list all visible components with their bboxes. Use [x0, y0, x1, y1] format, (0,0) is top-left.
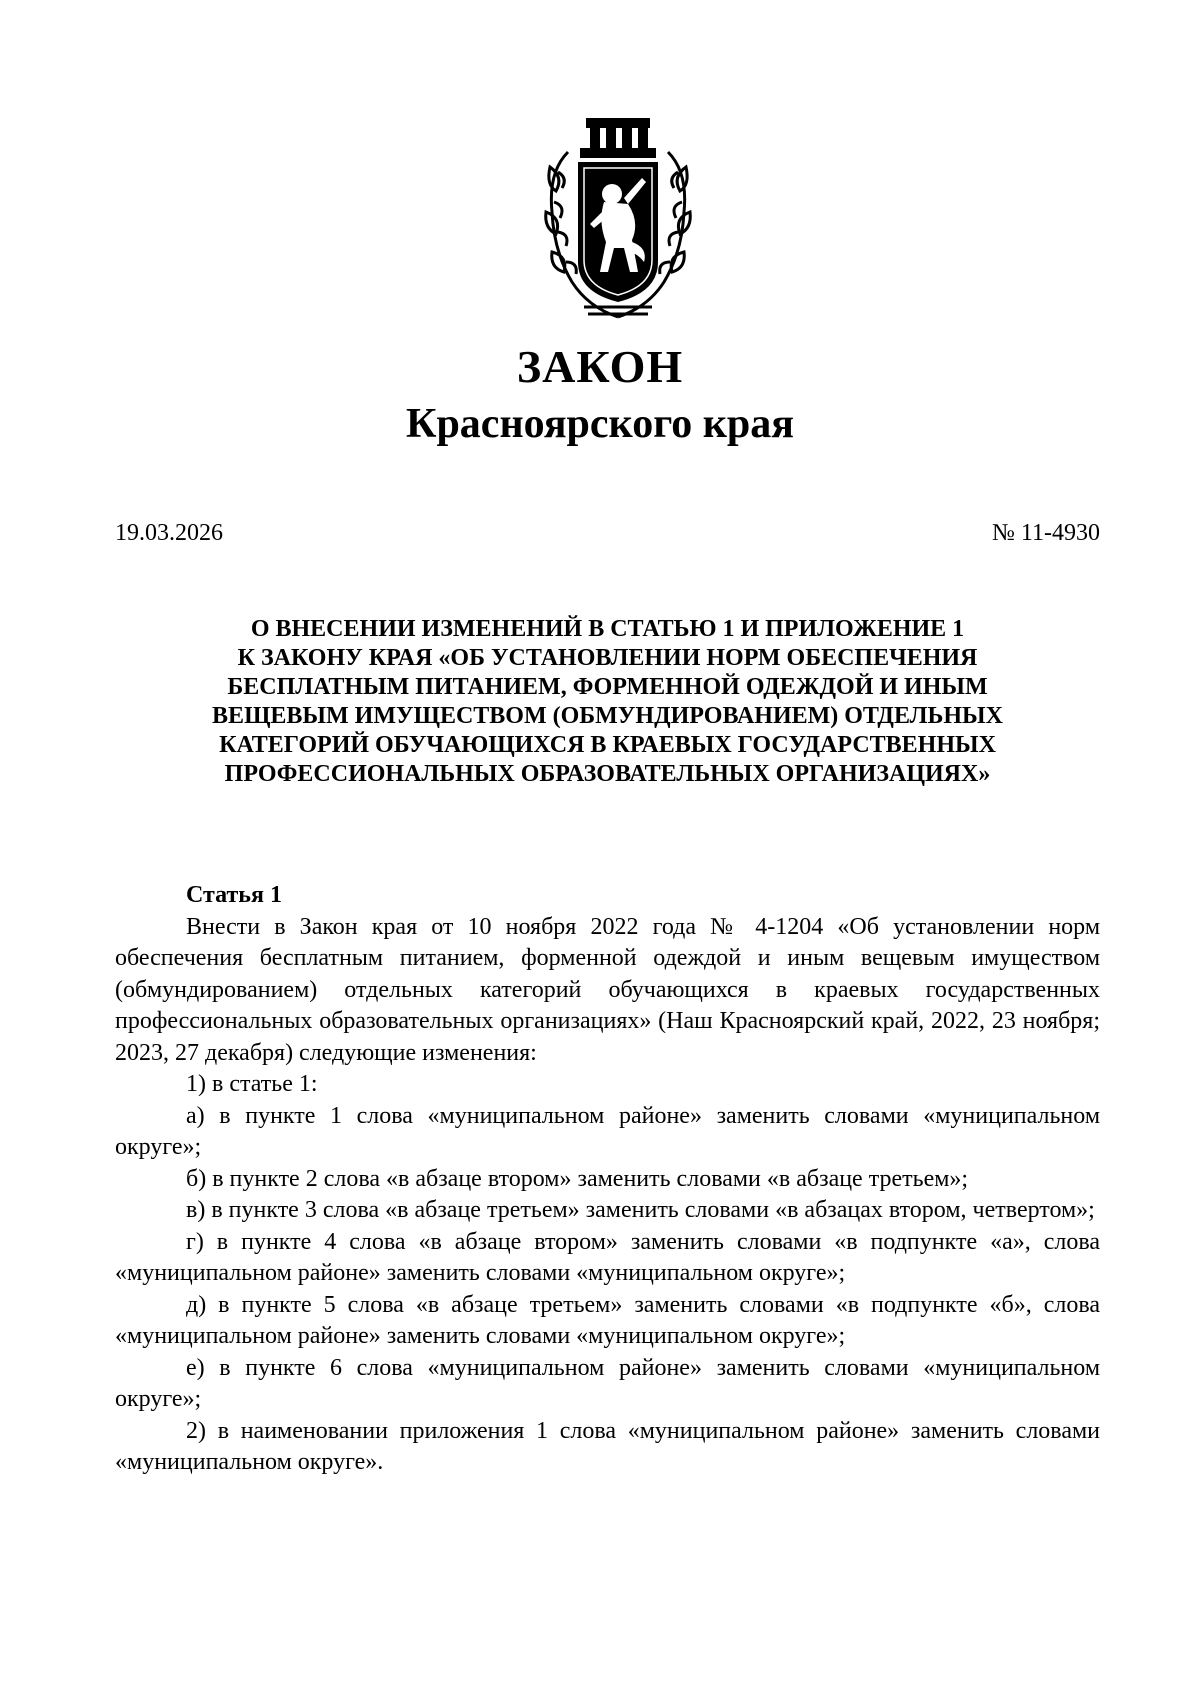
heading-line: БЕСПЛАТНЫМ ПИТАНИЕМ, ФОРМЕННОЙ ОДЕЖДОЙ И ИНЫМ	[227, 674, 988, 700]
article-paragraph: 2) в наименовании приложения 1 слова «муниципальном районе» заменить словами «муниципальном округе».	[115, 1417, 1100, 1475]
document-meta	[115, 520, 1100, 547]
coat-of-arms-emblem	[528, 112, 708, 334]
document-subtitle: Красноярского края	[405, 401, 795, 447]
heading-line: КАТЕГОРИЙ ОБУЧАЮЩИХСЯ В КРАЕВЫХ ГОСУДАРСТВЕННЫХ	[219, 732, 996, 758]
heading-line: К ЗАКОНУ КРАЯ «ОБ УСТАНОВЛЕНИИ НОРМ ОБЕСПЕЧЕНИЯ	[237, 645, 978, 671]
article-paragraph: 1) в статье 1:	[186, 1071, 318, 1097]
article-paragraph: д) в пункте 5 слова «в абзаце третьем» заменить словами «в подпункте «б», слова «муниципальном районе» заменить словами «муниципальном округе»;	[115, 1291, 1100, 1349]
article-paragraph: б) в пункте 2 слова «в абзаце втором» заменить словами «в абзаце третьем»;	[186, 1165, 969, 1192]
article-paragraph: е) в пункте 6 слова «муниципальном районе» заменить словами «муниципальном округе»;	[115, 1354, 1100, 1412]
heading-line: ВЕЩЕВЫМ ИМУЩЕСТВОМ (ОБМУНДИРОВАНИЕМ) ОТДЕЛЬНЫХ	[212, 703, 1003, 729]
article-paragraph: Внести в Закон края от 10 ноября 2022 года № 4-1204 «Об установлении норм обеспечения бесплатным питанием, форменной одеждой и иным вещевым имуществом (обмундированием) отдельных категорий обучающихся в краевых государственных профессиональных образовательных организациях» (Наш Красноярский край, 2022, 23 ноября; 2023, 27 декабря) следующие изменения:	[115, 913, 1100, 1066]
article-title: Статья 1	[186, 882, 282, 908]
article-paragraph: а) в пункте 1 слова «муниципальном районе» заменить словами «муниципальном округе»;	[115, 1102, 1100, 1160]
article-body	[115, 880, 1100, 1479]
article-paragraph: в) в пункте 3 слова «в абзаце третьем» заменить словами «в абзацах втором, четвертом»;	[186, 1197, 1095, 1223]
document-number: № 11-4930	[992, 520, 1100, 546]
heading-line: ПРОФЕССИОНАЛЬНЫХ ОБРАЗОВАТЕЛЬНЫХ ОРГАНИЗАЦИЯХ»	[224, 761, 991, 787]
heading-line: О ВНЕСЕНИИ ИЗМЕНЕНИЙ В СТАТЬЮ 1 И ПРИЛОЖЕНИЕ 1	[250, 616, 965, 642]
document-title: ЗАКОН	[516, 341, 684, 392]
law-heading	[115, 615, 1100, 789]
article-paragraph: г) в пункте 4 слова «в абзаце втором» заменить словами «в подпункте «а», слова «муниципальном районе» заменить словами «муниципальном округе»;	[115, 1228, 1100, 1286]
document-date: 19.03.2026	[115, 520, 223, 546]
